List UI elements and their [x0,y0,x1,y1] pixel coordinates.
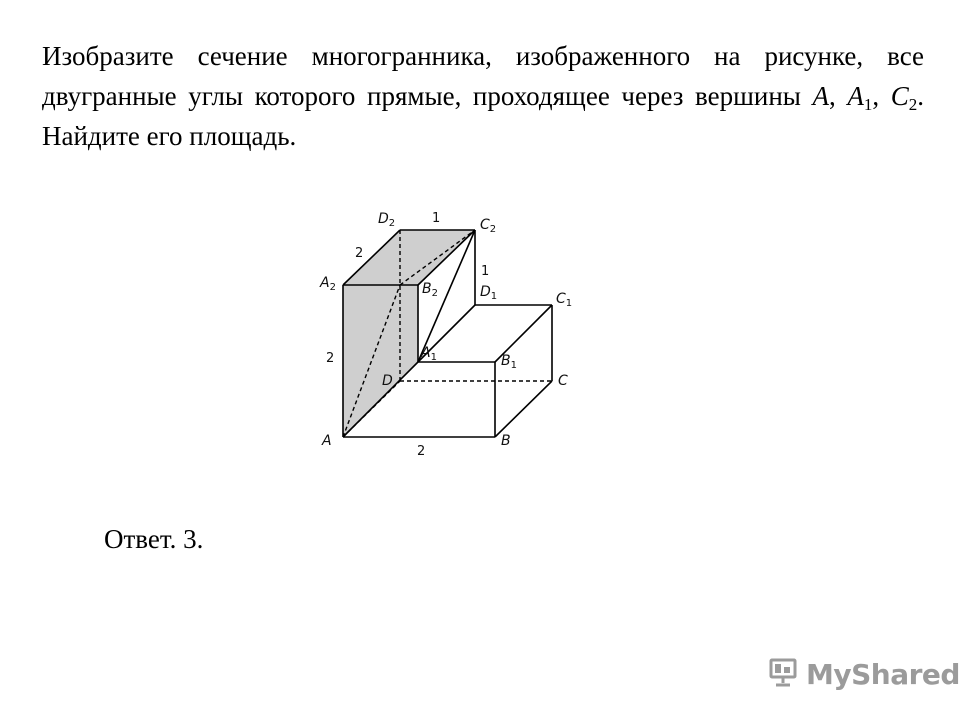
vertex-a1: $A_1$ [847,81,873,114]
vertex-c2: $C_2$ [890,81,918,114]
label-b1: $B_1$ [501,353,517,371]
dim-left-height: 2 [326,351,335,366]
separator: , [829,81,848,111]
dim-top-depth: 2 [355,246,364,261]
label-b: B [501,433,511,449]
problem-text-part1: Изобразите сечение многогранника, изображенного на рисунке, все двугранные углы которого прямые, проходящее через вершины [42,41,924,111]
label-d: D [382,373,393,389]
watermark-text: MyShared [806,657,960,691]
label-b2: $B_2$ [422,281,438,299]
label-a2: $A_2$ [320,275,336,293]
label-d1: $D_1$ [480,284,498,302]
dim-step-height: 1 [481,264,490,279]
label-c2: $C_2$ [480,217,497,235]
dim-bottom-edge: 2 [417,444,426,459]
separator: , [872,81,891,111]
watermark [766,654,960,694]
problem-text-part2: . Найдите его площадь. [42,81,925,151]
label-c1: $C_1$ [556,291,573,309]
polyhedron-diagram [300,195,600,465]
problem-statement [42,36,924,156]
section-face [343,230,475,437]
vertex-a: A [812,81,830,111]
answer-text: Ответ. 3. [104,524,204,554]
label-d2: $D_2$ [378,211,396,229]
label-c: C [558,373,568,389]
label-a: A [322,433,332,449]
polyhedron-figure [300,195,600,465]
dim-top-edge: 1 [432,211,441,226]
label-a1: $A_1$ [421,345,437,363]
presentation-icon [766,655,800,694]
